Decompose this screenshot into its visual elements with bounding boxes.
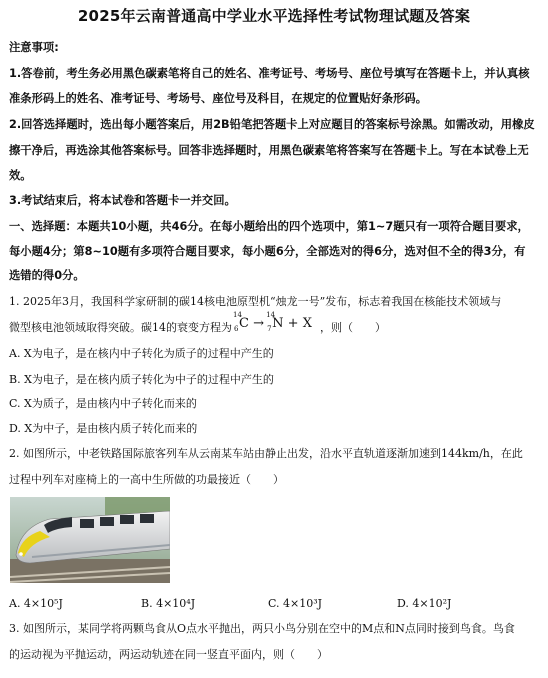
q1-stem-line-1: 1. 2025年3月，我国科学家研制的碳14核电池原型机“烛龙一号”发布，标志着我国在核能技术领域与 <box>9 295 502 308</box>
q2-option-c: C. 4×10³J <box>268 597 323 610</box>
q3-stem-line-1: 3. 如图所示，某同学将两颗鸟食从O点水平抛出，两只小鸟分别在空中的M点和N点同时接到鸟食。鸟食 <box>9 622 515 635</box>
q1-stem-tail: ，则（ ） <box>320 321 386 334</box>
q3-stem-line-2: 的运动视为平抛运动，两运动轨迹在同一竖直平面内，则（ ） <box>9 648 328 661</box>
notice-item-3: 3.考试结束后，将本试卷和答题卡一并交回。 <box>9 194 236 207</box>
carbon-nucleus <box>233 311 249 333</box>
q1-option-c: C. X为质子，是由核内中子转化而来的 <box>9 397 197 410</box>
nitrogen-symbol: N <box>272 316 284 331</box>
nitrogen-atomic-number: 7 <box>267 325 272 333</box>
q2-stem-line-2: 过程中列车对座椅上的一高中生所做的功最接近（ ） <box>9 473 284 486</box>
section-1-line-2: 每小题4分；第8~10题有多项符合题目要求，每小题6分，全部选对的得6分，选对但不全的得3分，有 <box>9 245 526 258</box>
carbon-symbol: C <box>239 316 249 331</box>
page-title: 2025年云南普通高中学业水平选择性考试物理试题及答案 <box>77 7 471 25</box>
carbon-mass-number: 14 <box>233 311 242 319</box>
notice-heading: 注意事项: <box>9 41 59 54</box>
q2-option-d: D. 4×10²J <box>397 597 452 610</box>
decay-equation <box>233 311 312 333</box>
nitrogen-nucleus <box>266 311 284 333</box>
section-1-line-3: 选错的得0分。 <box>9 269 85 282</box>
section-1-line-1: 一、选择题：本题共10小题，共46分。在每小题给出的四个选项中，第1~7题只有一项符合题目要求， <box>9 220 529 233</box>
q1-option-b: B. X为电子，是在核内质子转化为中子的过程中产生的 <box>9 373 274 386</box>
notice-item-2-line-3: 效。 <box>9 169 32 182</box>
plus-sign: + <box>287 316 299 331</box>
reaction-arrow: → <box>253 316 264 331</box>
notice-item-1-line-1: 1.答卷前，考生务必用黑色碳素笔将自己的姓名、准考证号、考场号、座位号填写在答题卡上，并认真核 <box>9 67 530 80</box>
particle-x: X <box>302 316 312 331</box>
notice-item-2-line-2: 擦干净后，再选涂其他答案标号。回答非选择题时，用黑色碳素笔将答案写在答题卡上。写在本试卷上无 <box>9 144 529 157</box>
q1-stem-line-2: 微型核电池领域取得突破。碳14的衰变方程为 <box>9 321 232 334</box>
q1-option-d: D. X为中子，是由核内质子转化而来的 <box>9 422 198 435</box>
carbon-atomic-number: 6 <box>234 325 239 333</box>
q2-option-b: B. 4×10⁴J <box>141 597 196 610</box>
q2-option-a: A. 4×10⁵J <box>9 597 63 610</box>
notice-item-1-line-2: 准条形码上的姓名、准考证号、考场号、座位号及科目，在规定的位置贴好条形码。 <box>9 92 427 105</box>
q2-stem-line-1: 2. 如图所示，中老铁路国际旅客列车从云南某车站由静止出发，沿水平直轨道逐渐加速到144km/h，在此 <box>9 447 523 460</box>
nitrogen-mass-number: 14 <box>266 311 276 319</box>
q1-option-a: A. X为电子，是在核内中子转化为质子的过程中产生的 <box>9 347 274 360</box>
notice-item-2-line-1: 2.回答选择题时，选出每小题答案后，用2B铅笔把答题卡上对应题目的答案标号涂黑。如需改动，用橡皮 <box>9 118 535 131</box>
train-photo <box>10 497 170 583</box>
